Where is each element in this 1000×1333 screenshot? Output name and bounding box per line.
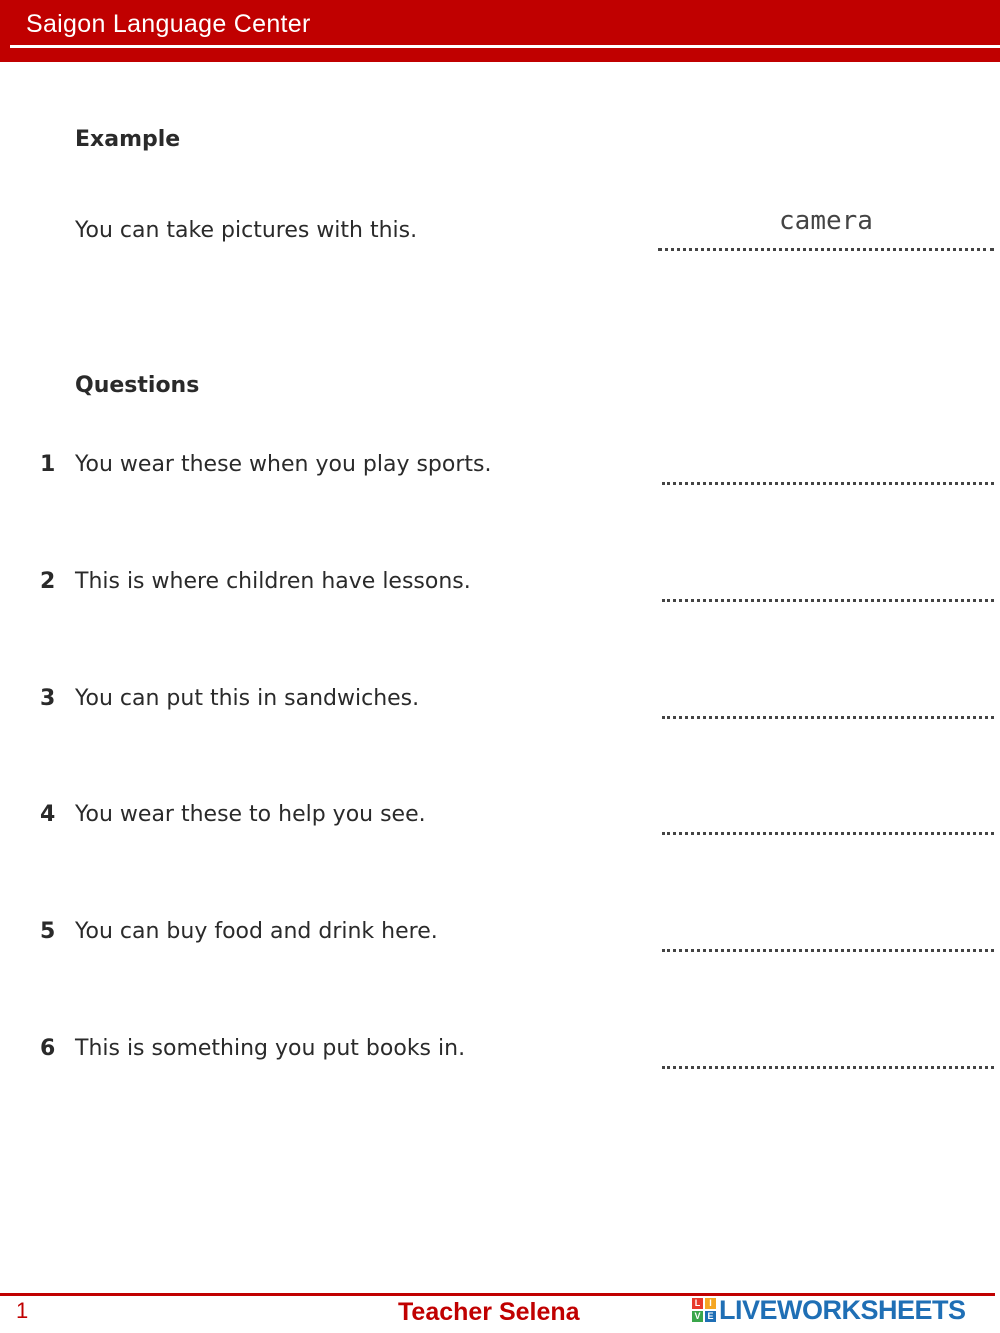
logo-tile: E bbox=[705, 1311, 716, 1322]
question-text: You can put this in sandwiches. bbox=[75, 686, 420, 711]
question-number: 3 bbox=[40, 686, 56, 711]
question-row bbox=[0, 1036, 1000, 1076]
example-text: You can take pictures with this. bbox=[75, 218, 418, 243]
questions-heading: Questions bbox=[75, 373, 200, 398]
logo-tile: I bbox=[705, 1298, 716, 1309]
header-divider bbox=[10, 45, 1000, 48]
question-text: This is where children have lessons. bbox=[75, 569, 471, 594]
question-number: 5 bbox=[40, 919, 56, 944]
header-title: Saigon Language Center bbox=[26, 10, 311, 38]
question-text: You wear these to help you see. bbox=[75, 802, 426, 827]
question-row bbox=[0, 452, 1000, 492]
answer-input-3[interactable] bbox=[662, 704, 994, 719]
footer-author: Teacher Selena bbox=[398, 1298, 580, 1326]
question-row bbox=[0, 686, 1000, 726]
logo-tile: L bbox=[692, 1298, 703, 1309]
logo-tile: V bbox=[692, 1311, 703, 1322]
question-number: 6 bbox=[40, 1036, 56, 1061]
question-number: 1 bbox=[40, 452, 56, 477]
example-row bbox=[0, 206, 1000, 258]
answer-input-1[interactable] bbox=[662, 470, 994, 485]
question-number: 2 bbox=[40, 569, 56, 594]
example-answer: camera bbox=[779, 206, 873, 236]
example-heading: Example bbox=[75, 127, 181, 152]
question-row bbox=[0, 569, 1000, 609]
question-row bbox=[0, 802, 1000, 842]
question-row bbox=[0, 919, 1000, 959]
answer-input-4[interactable] bbox=[662, 820, 994, 835]
example-answer-line bbox=[658, 236, 994, 251]
question-text: You wear these when you play sports. bbox=[75, 452, 492, 477]
answer-input-2[interactable] bbox=[662, 587, 994, 602]
liveworksheets-logo[interactable] bbox=[692, 1294, 966, 1326]
liveworksheets-logo-icon bbox=[692, 1298, 716, 1322]
question-text: You can buy food and drink here. bbox=[75, 919, 438, 944]
logo-text: LIVEWORKSHEETS bbox=[719, 1294, 966, 1325]
page-number: 1 bbox=[16, 1298, 29, 1323]
question-text: This is something you put books in. bbox=[75, 1036, 466, 1061]
answer-input-6[interactable] bbox=[662, 1054, 994, 1069]
header-bar bbox=[0, 0, 1000, 62]
question-number: 4 bbox=[40, 802, 56, 827]
answer-input-5[interactable] bbox=[662, 937, 994, 952]
